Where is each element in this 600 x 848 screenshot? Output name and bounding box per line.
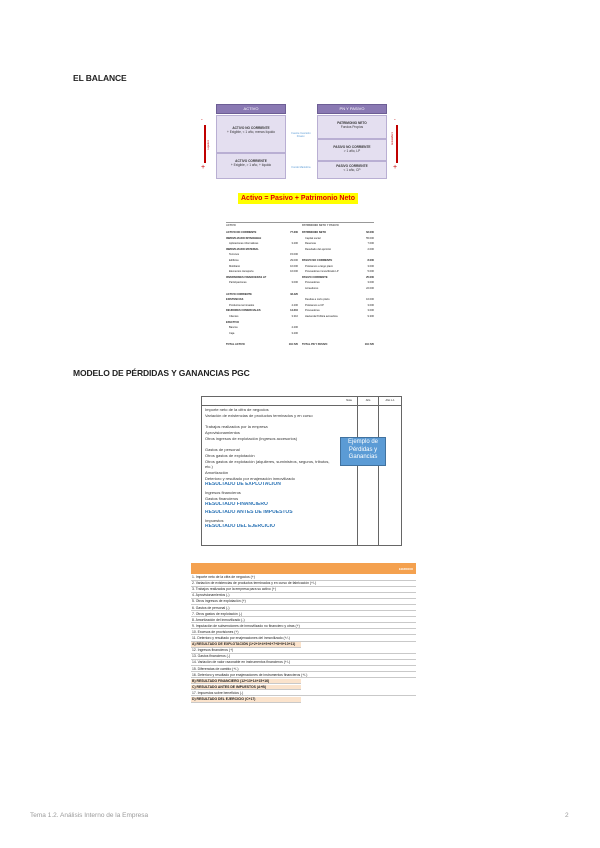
pyg-rows [205, 407, 355, 543]
orange-row: 12. Ingresos financieros (+) [191, 648, 416, 654]
example-row [226, 332, 298, 335]
example-row-label: PASIVO NO CORRIENTE [302, 259, 333, 262]
example-row-value: 5.000 [367, 270, 374, 274]
orange-row: 7. Otros gastos de explotación (-) [191, 612, 416, 618]
example-row-value: 62.000 [366, 231, 374, 234]
pnc-box [317, 139, 387, 161]
example-row-label: ACTIVO NO CORRIENTE [226, 231, 257, 234]
orange-row: 5. Otros ingresos de explotación (+) [191, 599, 416, 605]
example-row-label [302, 337, 305, 340]
example-row-label: EXISTENCIAS [226, 298, 244, 302]
pyg-row: Importe neto de la cifra de negocios [205, 407, 269, 412]
orange-row: 10. Excesos de provisiones (+) [191, 630, 416, 636]
mid-top-label: Fuente Inversión Financ. [291, 132, 311, 139]
example-row [226, 321, 298, 324]
example-row-value: 8.000 [367, 259, 374, 262]
example-row-value: 3.200 [291, 242, 298, 246]
example-row-label: Préstamos a largo plazo [305, 264, 333, 268]
orange-row: 2. Variación de existencias de productos terminados y en curso de fabricación (+/-) [191, 581, 416, 587]
example-row-label: Elementos transporte [229, 270, 254, 274]
example-row [302, 259, 374, 262]
balance-diagram [201, 100, 401, 182]
orange-row: 15. Diferencias de cambio (+/-) [191, 667, 416, 673]
orange-row: 6. Gastos de personal (-) [191, 606, 416, 612]
example-row-value: 16.000 [290, 270, 298, 274]
pyg-header-row [202, 397, 401, 406]
example-row-label: EFECTIVO [226, 320, 239, 324]
example-row [302, 293, 374, 296]
right-minus-sign: - [394, 118, 396, 122]
pyg-divider-2 [378, 397, 379, 545]
orange-result-row: A) RESULTADO DE EXPLOTACIÓN (1+2+3+4+5+6+7+8+9+10+11) [191, 642, 301, 648]
orange-row: 3. Trabajos realizados por la empresa para su activo (+) [191, 587, 416, 593]
pyg-row: Otros gastos de explotación (alquileres, suministros, seguros, tributos, etc.) [205, 459, 330, 469]
pyg-col-ano-anterior: Año n-1 [385, 399, 395, 402]
orange-result-row: D) RESULTADO DEL EJERCICIO (C+17) [191, 697, 301, 703]
pyg-row: Gastos de personal [205, 447, 240, 452]
example-row-label [226, 337, 229, 340]
pc-box [317, 161, 387, 179]
example-row-value: 9.300 [367, 315, 374, 318]
footer-text: Tema 1.2. Análisis Interno de la Empresa [30, 812, 149, 819]
left-arrow-line [204, 125, 206, 163]
example-row [302, 276, 374, 279]
pyg-row: Impuestos [205, 518, 224, 523]
activo-header: ACTIVO [216, 104, 286, 114]
pyg-col-nota: Nota [346, 399, 352, 402]
orange-row: 13. Gastos financieros (-) [191, 654, 416, 660]
example-row-label: ACTIVO CORRIENTE [226, 292, 252, 296]
orange-row: 4. Aprovisionamientos (-) [191, 593, 416, 599]
pyg-row: Otros ingresos de explotación (ingresos accesorios) [205, 436, 298, 441]
example-row [226, 287, 298, 290]
example-row-label [302, 253, 305, 256]
example-row-value: 110.720 [364, 343, 374, 346]
example-row-value: 29.000 [290, 259, 298, 262]
pyg-divider-1 [357, 397, 358, 545]
example-row [302, 281, 374, 284]
example-row-label: INMOVILIZADO INTANGIBLE [226, 236, 262, 240]
example-row-label: Edificios [229, 259, 239, 262]
example-row-value: 3.310 [291, 315, 298, 318]
pyg-row: Aprovisionamientos [205, 430, 240, 435]
example-row-value: 77.300 [290, 231, 298, 234]
example-row-label: Capital social [305, 236, 321, 240]
example-row [226, 293, 298, 296]
ac-title: ACTIVO CORRIENTE [235, 159, 267, 163]
example-row [226, 298, 298, 301]
example-row-value: 25.000 [366, 275, 374, 279]
example-row-label: Préstamos a CP [305, 303, 324, 307]
example-row [302, 253, 374, 256]
pyg-row: Ingresos financieros [205, 490, 241, 495]
pyg-row: Otros gastos de explotación [205, 453, 255, 458]
orange-row: 1. Importe neto de la cifra de negocios (+) [191, 575, 416, 581]
anc-box [216, 115, 286, 153]
example-row [226, 304, 298, 307]
example-row [226, 253, 298, 256]
example-row-label: Caja [229, 331, 235, 335]
example-row-label [302, 293, 305, 296]
example-row-label: Reservas [305, 242, 316, 246]
example-row-value: 10.000 [290, 264, 298, 268]
pyg-detailed-table [191, 563, 416, 707]
example-row-value: 7.000 [367, 242, 374, 246]
example-row-value: 3.000 [367, 303, 374, 307]
orange-row: 9. Imputación de subvenciones de inmovilizado no financiero y otras (+) [191, 624, 416, 630]
example-row-label: Proveedores [305, 281, 320, 285]
example-row-label: Hacienda Pública acreedora [305, 315, 338, 318]
example-row-value: 2.000 [367, 247, 374, 251]
example-row [226, 231, 298, 234]
pnc-sub: > 1 año, LP [343, 149, 361, 153]
example-row-label: Aplicaciones informáticas [229, 242, 259, 246]
example-row-label: TOTAL ACTIVO [226, 343, 245, 346]
example-row [226, 281, 298, 284]
example-row-label: TOTAL PN Y PASIVO [302, 343, 328, 346]
pyg-result-row: RESULTADO ANTES DE IMPUESTOS [205, 510, 293, 515]
balance-heading: EL BALANCE [73, 73, 127, 83]
example-row-label: INMOVILIZADO MATERIAL [226, 247, 259, 251]
example-row [226, 248, 298, 251]
left-plus-sign: + [201, 164, 206, 171]
pyg-row: Amortización [205, 470, 229, 475]
orange-row: 17. Impuestos sobre beneficios (-) [191, 691, 416, 697]
example-row-value: 15.000 [290, 253, 298, 257]
example-row-value: 3.000 [367, 309, 374, 313]
pyg-col-ano: Año [365, 399, 371, 402]
pyg-result-row: RESULTADO DEL EJERCICIO [205, 524, 276, 529]
example-row-label: DEUDORES COMERCIALES [226, 309, 261, 313]
example-row [302, 265, 374, 268]
example-row-label: Bancos [229, 326, 238, 330]
ac-box [216, 153, 286, 179]
example-row-label: Deudas a corto plazo [305, 298, 330, 302]
example-row-value: 3.200 [291, 331, 298, 335]
example-row [302, 321, 374, 324]
orange-row: 8. Amortización del inmovilizado (-) [191, 618, 416, 624]
orange-row: 16. Deterioro y resultado por enajenaciones de instrumentos financieros (+/-) [191, 673, 416, 679]
example-row [302, 231, 374, 234]
example-row [302, 248, 374, 251]
example-row-label: Clientes [229, 315, 239, 318]
example-row-label: Proveedores [305, 309, 320, 313]
example-row-label: Resultado del ejercicio [305, 247, 332, 251]
left-minus-sign: - [201, 118, 203, 122]
example-row-label [302, 321, 305, 324]
example-row [226, 326, 298, 329]
pc-sub: < 1 año, CP [343, 168, 361, 172]
example-right-header: PATRIMONIO NETO Y PASIVO [302, 224, 339, 227]
example-row-value: 3.000 [367, 264, 374, 268]
example-row [226, 242, 298, 245]
balance-formula: Activo = Pasivo + Patrimonio Neto [238, 193, 358, 204]
pn-sub: Fondos Propios [340, 125, 364, 129]
example-row-label [226, 287, 229, 290]
orange-row: 14. Variación de valor razonable en instrumentos financieros (+/-) [191, 660, 416, 666]
example-row [226, 343, 298, 346]
example-row [226, 270, 298, 273]
example-row [302, 287, 374, 290]
orange-result-row: C) RESULTADO ANTES DE IMPUESTOS (A+B) [191, 685, 301, 691]
example-row [302, 309, 374, 312]
anc-title: ACTIVO NO CORRIENTE [232, 126, 270, 130]
example-row-label [302, 326, 305, 329]
example-row-value: 4.200 [291, 303, 298, 307]
example-row [302, 270, 374, 273]
example-row-label: INVERSIONES FINANCIERAS LP [226, 275, 267, 279]
example-row [226, 259, 298, 262]
example-row-label: Mobiliario [229, 264, 241, 268]
pyg-table [201, 396, 402, 546]
pyg-row: Deterioro y resultado por enajenación inmovilizado [205, 476, 295, 481]
example-row [302, 237, 374, 240]
example-row-label [302, 332, 305, 335]
example-row [226, 315, 298, 318]
orange-row: 11. Deterioro y resultado por enajenaciones del inmovilizado (+/-) [191, 636, 416, 642]
example-row-label: Proveedores inmovilizado LP [305, 270, 339, 274]
orange-result-row: B) RESULTADO FINANCIERO (12+13+14+15+16) [191, 679, 301, 685]
pyg-row: Variación de existencias de productos terminados y en curso [205, 413, 313, 418]
right-axis-label: Exigibilidad [390, 132, 394, 146]
left-axis-label: Liquidez [207, 140, 210, 150]
example-row-value: 4.200 [291, 326, 298, 330]
example-row-value: 14.210 [290, 309, 298, 313]
right-plus-sign: + [393, 164, 398, 171]
balance-example [226, 222, 374, 355]
example-row-label: Terrenos [229, 253, 240, 257]
pyg-row: Trabajos realizados por la empresa [205, 424, 268, 429]
example-row [226, 337, 298, 340]
example-row [302, 332, 374, 335]
pasivo-header: PN Y PASIVO [317, 104, 387, 114]
example-row [226, 309, 298, 312]
page-number: 2 [565, 812, 569, 819]
example-row-label: Acreedores [305, 287, 319, 290]
pyg-result-row: RESULTADO FINANCIERO [205, 502, 268, 507]
orange-header [191, 563, 416, 574]
orange-header-label: EJERCICIO [399, 568, 413, 571]
example-row [226, 276, 298, 279]
example-row-value: 3.000 [291, 281, 298, 285]
mid-bottom-label: Fondo Maniobra [291, 166, 311, 169]
pn-box [317, 115, 387, 139]
pyg-result-row: RESULTADO DE EXPLOTACIÓN [205, 482, 281, 487]
example-row-value: 55.000 [366, 236, 374, 240]
example-row-label: PASIVO CORRIENTE [302, 275, 328, 279]
example-row [302, 337, 374, 340]
example-row-label: Productos terminados [229, 303, 255, 307]
example-row-value: 3.000 [367, 281, 374, 285]
example-row-value: 33.420 [290, 292, 298, 296]
example-row [302, 304, 374, 307]
pyg-callout: Ejemplo de Pérdidas y Ganancias [340, 437, 386, 466]
example-row-label: PATRIMONIO NETO [302, 231, 327, 234]
example-row-label: Participaciones [229, 281, 247, 285]
pyg-row: Gastos financieros [205, 496, 239, 501]
example-row [302, 298, 374, 301]
orange-rows [191, 575, 416, 705]
example-row [302, 242, 374, 245]
pyg-heading: MODELO DE PÉRDIDAS Y GANANCIAS PGC [73, 368, 250, 378]
pnc-title: PASIVO NO CORRIENTE [333, 145, 371, 149]
example-row [302, 326, 374, 329]
example-left-header: ACTIVO [226, 224, 236, 227]
right-arrow-line [396, 125, 398, 163]
example-row [226, 237, 298, 240]
example-row [302, 343, 374, 346]
example-row-value: 110.720 [288, 343, 298, 346]
pn-title: PATRIMONIO NETO [337, 121, 367, 125]
example-row [226, 265, 298, 268]
example-row-value: 16.000 [366, 298, 374, 302]
anc-sub: + Exigible, < 1 año, menos líquido [226, 130, 276, 134]
example-row-value: 22.000 [366, 287, 374, 290]
ac-sub: + Exigible, > 1 año, + líquido [230, 163, 272, 167]
example-row [302, 315, 374, 318]
pc-title: PASIVO CORRIENTE [336, 164, 368, 168]
